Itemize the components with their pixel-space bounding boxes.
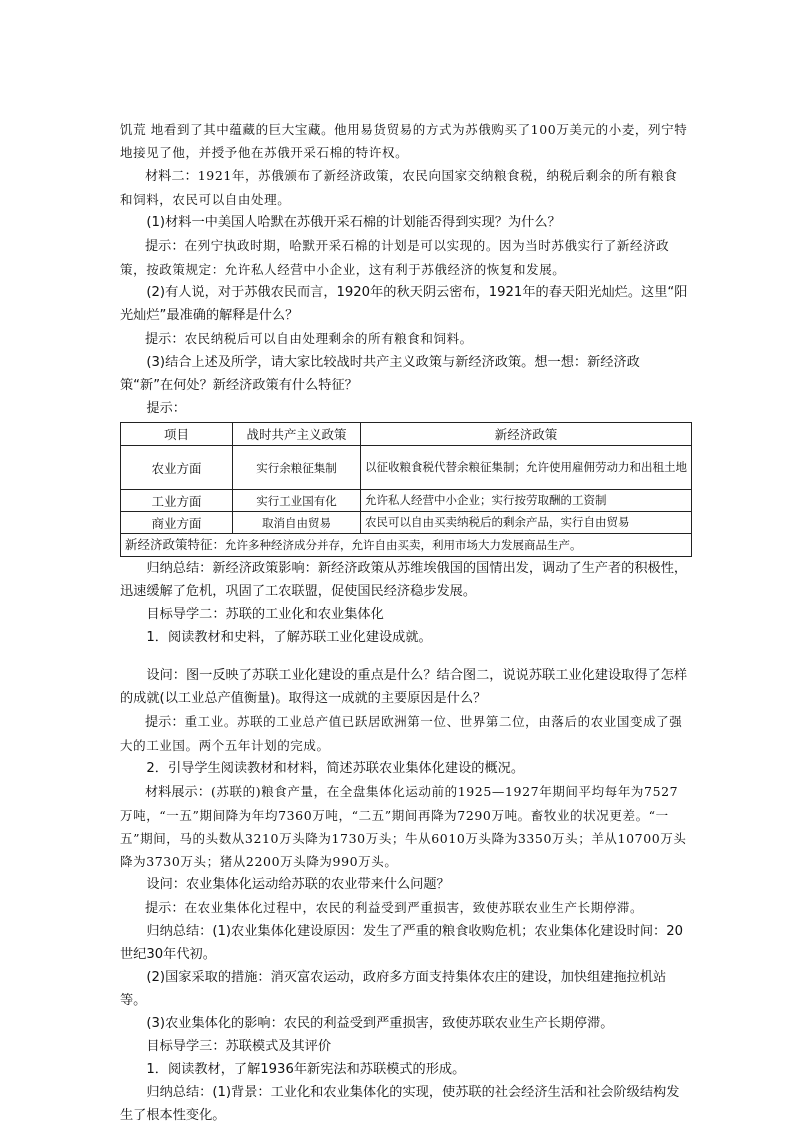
text: 农业集体化运动给苏联的农业带来什么问题？ (185, 877, 450, 892)
question-3: (3)结合上述及所学，请大家比较战时共产主义政策与新经济政策。想一想：新经济政策“新”在何处？新经济政策有什么特征？ (120, 355, 640, 393)
text: 在列宁执政时期，哈默开采石棉的计划是可以实现的。因为当时苏俄实行了新经济政策，按政策规定：允许私人经营中小企业，这有利于苏俄经济的恢复和发展。 (120, 238, 670, 277)
hint-2 (120, 327, 690, 351)
summary-2c: (3)农业集体化的影响：农民的利益受到严重损害，致使苏联农业生产长期停滞。 (146, 1016, 614, 1031)
reading-3: 1．阅读教材，了解1936年新宪法和苏联模式的形成。 (146, 1062, 466, 1077)
label: 材料二： (145, 169, 198, 184)
table-row (121, 446, 692, 490)
summary-1: 归纳总结：新经济政策影响：新经济政策从苏维埃俄国的国情出发，调动了生产者的积极性，迅速缓解了危机，巩固了工农联盟，促使国民经济稳步发展。 (120, 561, 688, 599)
table-header-cell: 新经济政策 (361, 423, 692, 446)
material-display (120, 780, 690, 873)
table-cell: 实行工业国有化 (233, 490, 361, 512)
table-cell: 工业方面 (121, 490, 233, 512)
table-cell: 以征收粮食税代替余粮征集制；允许使用雇佣劳动力和出租土地 (361, 446, 692, 490)
text: 重工业。苏联的工业总产值已跃居欧洲第一位、世界第二位，由落后的农业国变成了强大的工业国。两个五年计划的完成。 (120, 714, 683, 753)
label: 新经济政策特征： (125, 537, 226, 552)
question-2: (2)有人说，对于苏俄农民而言，1920年的秋天阴云密布，1921年的春天阳光灿烂。这里“阳光灿烂”最准确的解释是什么？ (120, 285, 688, 323)
table-cell: 允许私人经营中小企业；实行按劳取酬的工资制 (361, 490, 692, 512)
reading-1: 1．阅读教材和史料，了解苏联工业化建设成就。 (146, 630, 432, 645)
table-header-cell: 战时共产主义政策 (233, 423, 361, 446)
text: 农民纳税后可以自由处理剩余的所有粮食和饲料。 (184, 331, 473, 346)
table-cell (121, 534, 692, 557)
goal-2-heading: 目标导学二：苏联的工业化和农业集体化 (146, 607, 384, 622)
question-4 (120, 664, 690, 710)
table-header-row (121, 423, 692, 446)
policy-comparison-table (120, 422, 692, 557)
label: 材料展示： (145, 785, 211, 800)
label: 设问： (146, 668, 186, 683)
table-cell: 农民可以自由买卖纳税后的剩余产品，实行自由贸易 (361, 512, 692, 534)
goal-3-heading: 目标导学三：苏联模式及其评价 (146, 1039, 332, 1054)
summary-3: 归纳总结：(1)背景：工业化和农业集体化的实现，使苏联的社会经济生活和社会阶级结构发生了根本性变化。 (120, 1085, 680, 1123)
label: 提示： (145, 332, 185, 347)
material-two (120, 164, 690, 211)
table-cell: 商业方面 (121, 512, 233, 534)
hint-3-label: 提示： (146, 401, 186, 416)
question-5 (120, 873, 690, 896)
label: 提示： (145, 901, 185, 916)
table-feature-row (121, 534, 692, 557)
text-line: 饥荒 地看到了其中蕴藏的巨大宝藏。他用易货贸易的方式为苏俄购买了100万美元的小麦，列宁特地接见了他，并授予他在苏俄开采石棉的特许权。 (120, 122, 688, 160)
table-row (121, 490, 692, 512)
text: 1921年，苏俄颁布了新经济政策，农民向国家交纳粮食税，纳税后剩余的所有粮食和饲料，农民可以自由处理。 (120, 168, 678, 207)
table-row (121, 512, 692, 534)
label: 设问： (146, 877, 186, 892)
text: 允许多种经济成分并存，允许自由买卖，利用市场大力发展商品生产。 (225, 538, 582, 552)
reading-2: 2．引导学生阅读教材和材料，简述苏联农业集体化建设的概况。 (146, 761, 525, 776)
summary-2: 归纳总结：(1)农业集体化建设原因：发生了严重的粮食收购危机；农业集体化建设时间：20世纪30年代初。 (120, 924, 683, 962)
table-cell: 取消自由贸易 (233, 512, 361, 534)
table-cell: 农业方面 (121, 446, 233, 490)
hint-4 (120, 710, 690, 757)
spacer (120, 649, 690, 664)
summary-2b: (2)国家采取的措施：消灭富农运动，政府多方面支持集体农庄的建设，加快组建拖拉机站等。 (120, 970, 667, 1008)
table-header-cell: 项目 (121, 423, 233, 446)
question-1: (1)材料一中美国人哈默在苏俄开采石棉的计划能否得到实现？为什么？ (146, 215, 561, 230)
hint-5 (120, 896, 690, 920)
table-cell: 实行余粮征集制 (233, 446, 361, 490)
hint-1 (120, 234, 690, 281)
label: 提示： (145, 239, 185, 254)
text: 图一反映了苏联工业化建设的重点是什么？结合图二，说说苏联工业化建设取得了怎样的成就(以工业总产值衡量)。取得这一成就的主要原因是什么？ (120, 668, 688, 706)
document-page (120, 118, 690, 1127)
label: 提示： (145, 715, 185, 730)
text: 在农业集体化过程中，农民的利益受到严重损害，致使苏联农业生产长期停滞。 (184, 900, 644, 915)
text: (苏联的)粮食产量，在全盘集体化运动前的1925—1927年期间平均每年为7527万吨，“一五”期间降为年均7360万吨，“二五”期间再降为7290万吨。畜牧业的状况更差。“一五”期间，马的头数从3210万头降为1730万头；牛从6010万头降为3350万头；羊从10700万头降为3730万头；猪从2200万头降为990万头。 (120, 784, 687, 869)
